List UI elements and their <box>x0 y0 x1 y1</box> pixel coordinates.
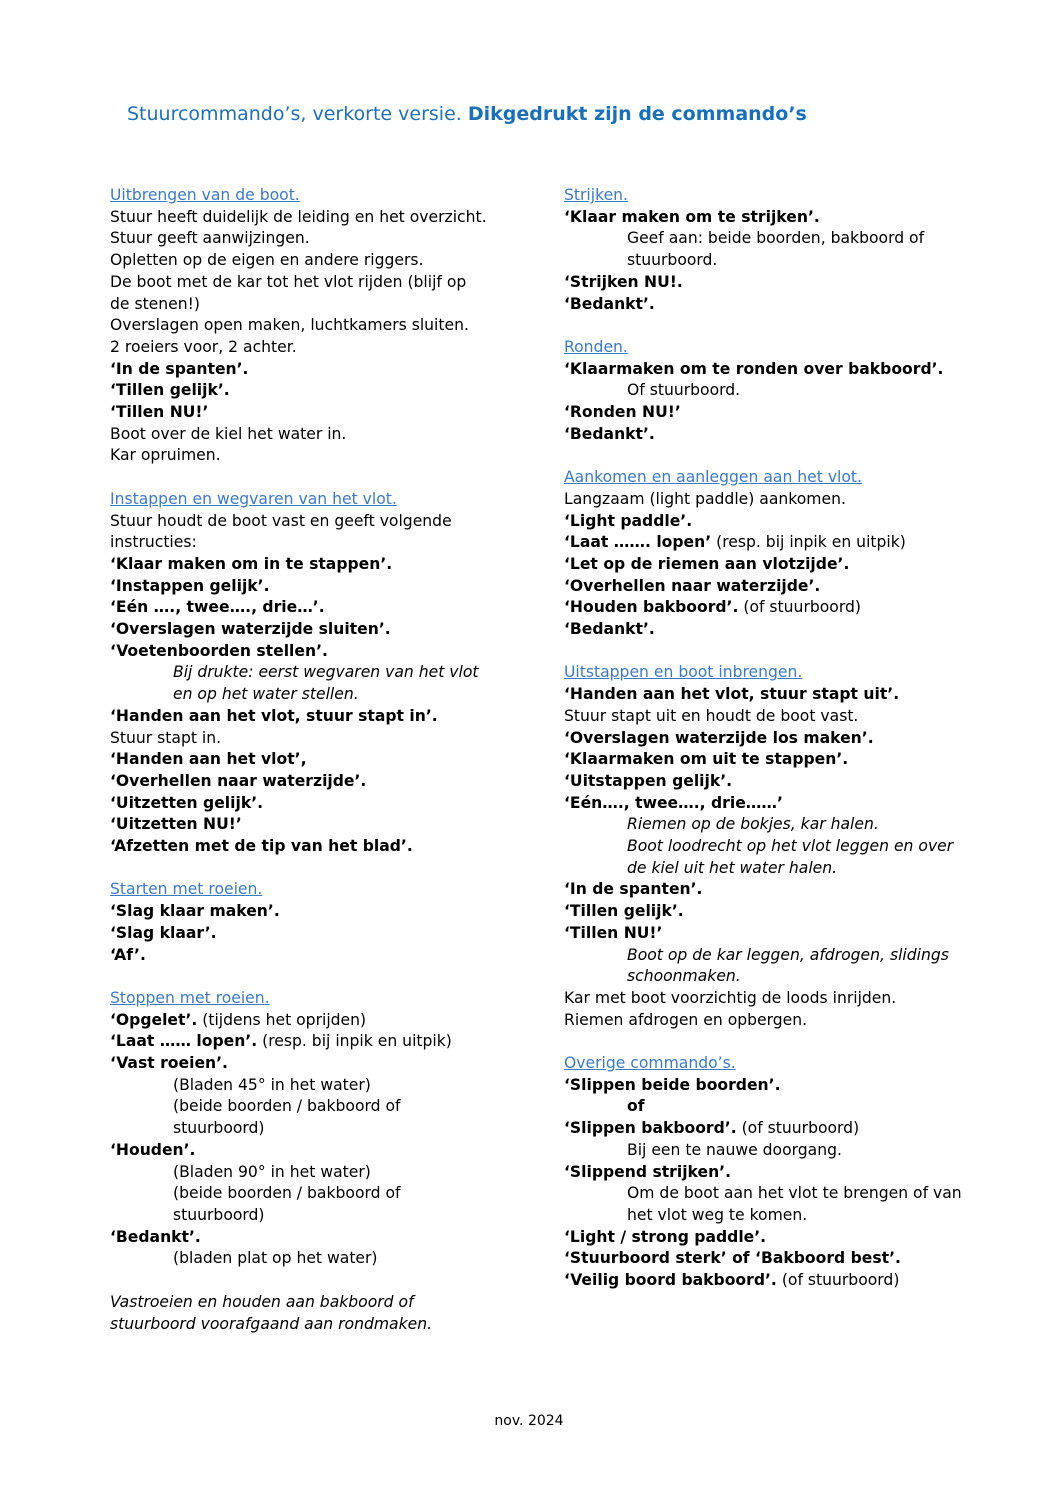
line-text: Geef aan: beide boorden, bakboord of <box>627 229 925 248</box>
command-line <box>564 749 1024 771</box>
line-text: ‘In de spanten’. <box>564 880 703 899</box>
text-line <box>110 207 550 229</box>
line-text: ‘Bedankt’. <box>564 424 655 443</box>
note-line <box>110 1075 550 1097</box>
command-line <box>564 294 1024 316</box>
line-text: Of stuurboord. <box>627 381 741 400</box>
command-line <box>564 554 1024 576</box>
line-text: 2 roeiers voor, 2 achter. <box>110 337 297 356</box>
command-line <box>564 532 1024 554</box>
line-text: stuurboord) <box>173 1206 265 1224</box>
command-line <box>564 901 1024 923</box>
line-text: ‘Handen aan het vlot, stuur stapt uit’. <box>564 685 900 704</box>
line-text: en op het water stellen. <box>173 685 359 704</box>
line-text: Vastroeien en houden aan bakboord of <box>110 1292 414 1311</box>
line-text: instructies: <box>110 533 197 552</box>
command-line <box>564 879 1024 901</box>
command-connector <box>564 1096 1024 1118</box>
line-text: Bij een te nauwe doorgang. <box>627 1140 842 1159</box>
right-column <box>564 185 1024 1292</box>
text-line <box>110 228 550 250</box>
line-text: Riemen afdrogen en opbergen. <box>564 1010 808 1029</box>
note-line <box>110 1205 550 1227</box>
command-line <box>110 836 550 858</box>
line-text: Bij drukte: eerst wegvaren van het vlot <box>173 663 479 682</box>
note-line-italic <box>564 814 1024 836</box>
line-text: ‘Ronden NU!’ <box>564 403 681 422</box>
text-line <box>110 532 550 554</box>
line-text: ‘Uitzetten NU!’ <box>110 815 242 834</box>
line-text: ‘Klaarmaken om uit te stappen’. <box>564 750 849 769</box>
line-remark: (resp. bij inpik en uitpik) <box>257 1032 452 1051</box>
line-text: Overige commando’s. <box>564 1054 736 1073</box>
text-line <box>110 272 550 294</box>
line-text: Opletten op de eigen en andere riggers. <box>110 251 424 270</box>
title-bold: Dikgedrukt zijn de commando’s <box>467 103 807 125</box>
line-text: de stenen!) <box>110 294 200 313</box>
line-text: ‘Handen aan het vlot’, <box>110 750 307 769</box>
line-text: Stuur stapt in. <box>110 728 222 747</box>
spacer <box>564 641 1024 663</box>
note-line-italic <box>564 836 1024 858</box>
text-line <box>564 988 1024 1010</box>
line-text: (beide boorden / bakboord of <box>173 1184 401 1203</box>
line-text: ‘Stuurboord sterk’ of ‘Bakboord best’. <box>564 1249 901 1268</box>
page-title <box>127 103 807 125</box>
line-text: (beide boorden / bakboord of <box>173 1097 401 1116</box>
command-line <box>110 771 550 793</box>
line-text: ‘Klaarmaken om te ronden over bakboord’. <box>564 359 944 378</box>
line-remark: (of stuurboord) <box>736 1119 860 1138</box>
line-text: ‘Slag klaar’. <box>110 923 217 942</box>
line-text: ‘Klaar maken om te strijken’. <box>564 207 820 226</box>
line-text: ‘Voetenboorden stellen’. <box>110 641 328 660</box>
line-text: de kiel uit het water halen. <box>627 858 838 877</box>
line-text: ‘Bedankt’. <box>564 620 655 639</box>
line-text: ‘Slippen beide boorden’. <box>564 1075 781 1094</box>
command-line <box>564 1270 1024 1292</box>
line-text: Ronden. <box>564 337 628 356</box>
text-line <box>564 1010 1024 1032</box>
line-text: ‘Bedankt’. <box>564 294 655 313</box>
line-text: Stuur stapt uit en houdt de boot vast. <box>564 706 859 725</box>
text-line <box>564 489 1024 511</box>
note-line <box>110 1096 550 1118</box>
text-line <box>110 728 550 750</box>
note-line <box>110 1118 550 1140</box>
command-line <box>110 945 550 967</box>
line-text: ‘Houden bakboord’. <box>564 598 739 617</box>
command-line <box>564 771 1024 793</box>
line-text: ‘Klaar maken om in te stappen’. <box>110 554 393 573</box>
line-remark: (tijdens het oprijden) <box>197 1010 367 1029</box>
line-text: Instappen en wegvaren van het vlot. <box>110 489 397 508</box>
command-line <box>564 728 1024 750</box>
line-text: Boot over de kiel het water in. <box>110 424 347 443</box>
line-remark: (of stuurboord) <box>776 1271 900 1290</box>
line-text: Boot loodrecht op het vlot leggen en over <box>627 837 954 856</box>
line-text: ‘Eén…., twee…., drie……’ <box>564 793 783 812</box>
note-line <box>564 250 1024 272</box>
spacer <box>110 467 550 489</box>
note-line-italic <box>564 858 1024 880</box>
command-line <box>110 619 550 641</box>
command-line <box>564 1162 1024 1184</box>
line-text: ‘Uitstappen gelijk’. <box>564 771 733 790</box>
line-text: ‘Slag klaar maken’. <box>110 902 280 921</box>
line-text: ‘Bedankt’. <box>110 1227 201 1246</box>
line-text: ‘Laat ……. lopen’ <box>564 533 712 552</box>
note-line <box>564 380 1024 402</box>
line-text: ‘Eén …., twee…., drie…’. <box>110 598 325 617</box>
text-line <box>110 294 550 316</box>
command-line <box>564 207 1024 229</box>
command-line <box>564 923 1024 945</box>
command-line <box>110 749 550 771</box>
command-line <box>564 619 1024 641</box>
command-line <box>564 402 1024 424</box>
command-line <box>564 272 1024 294</box>
section-heading <box>564 185 1024 207</box>
note-line <box>564 1140 1024 1162</box>
line-remark: (of stuurboord) <box>738 598 861 617</box>
line-text: of <box>627 1097 645 1116</box>
note-line <box>564 228 1024 250</box>
line-text: stuurboord. <box>627 251 718 270</box>
command-line <box>564 793 1024 815</box>
section-heading <box>110 988 550 1010</box>
line-text: ‘Af’. <box>110 945 146 964</box>
title-plain: Stuurcommando’s, verkorte versie. <box>127 103 462 125</box>
line-text: Boot op de kar leggen, afdrogen, slidings <box>627 945 949 964</box>
spacer <box>110 858 550 880</box>
line-text: ‘Tillen NU!’ <box>110 403 209 422</box>
command-line <box>564 1227 1024 1249</box>
section-heading <box>110 489 550 511</box>
line-text: ‘Light paddle’. <box>564 511 693 530</box>
line-text: ‘Strijken NU!. <box>564 272 683 291</box>
note-line <box>110 1248 550 1270</box>
line-text: Stuur houdt de boot vast en geeft volgende <box>110 511 452 530</box>
line-text: ‘Overhellen naar waterzijde’. <box>564 576 821 595</box>
text-line <box>110 337 550 359</box>
command-line <box>564 1118 1024 1140</box>
line-text: (Bladen 45° in het water) <box>173 1075 371 1094</box>
line-text: ‘Opgelet’. <box>110 1010 198 1029</box>
line-text: Starten met roeien. <box>110 880 263 899</box>
text-line <box>110 250 550 272</box>
line-text: ‘Handen aan het vlot, stuur stapt in’. <box>110 706 438 725</box>
line-text: Stuur geeft aanwijzingen. <box>110 229 310 248</box>
section-heading <box>564 1053 1024 1075</box>
command-line <box>110 901 550 923</box>
spacer <box>564 315 1024 337</box>
command-line <box>564 511 1024 533</box>
line-text: Aankomen en aanleggen aan het vlot. <box>564 468 863 487</box>
line-text: ‘Instappen gelijk’. <box>110 576 270 595</box>
command-line <box>110 923 550 945</box>
command-line <box>564 684 1024 706</box>
command-line <box>110 1140 550 1162</box>
line-text: Uitstappen en boot inbrengen. <box>564 663 803 682</box>
command-line <box>110 554 550 576</box>
line-text: ‘Vast roeien’. <box>110 1054 228 1073</box>
command-line <box>564 576 1024 598</box>
text-line <box>110 424 550 446</box>
command-line <box>110 597 550 619</box>
command-line <box>110 1227 550 1249</box>
spacer <box>564 1031 1024 1053</box>
italic-note <box>110 1292 550 1314</box>
line-text: schoonmaken. <box>627 967 741 986</box>
line-text: ‘Light / strong paddle’. <box>564 1227 767 1246</box>
line-text: ‘Afzetten met de tip van het blad’. <box>110 837 413 856</box>
command-line <box>110 814 550 836</box>
command-line <box>110 576 550 598</box>
command-line <box>110 793 550 815</box>
command-line <box>110 380 550 402</box>
line-text: ‘In de spanten’. <box>110 359 249 378</box>
note-line-italic <box>564 945 1024 967</box>
command-line <box>564 597 1024 619</box>
left-column <box>110 185 550 1335</box>
line-remark: (resp. bij inpik en uitpik) <box>711 533 906 552</box>
line-text: ‘Uitzetten gelijk’. <box>110 793 264 812</box>
line-text: Kar opruimen. <box>110 446 221 465</box>
command-line <box>110 1010 550 1032</box>
footer-date: nov. 2024 <box>494 1413 564 1429</box>
command-line <box>110 706 550 728</box>
italic-note <box>110 1314 550 1336</box>
note-line <box>564 1183 1024 1205</box>
line-text: (Bladen 90° in het water) <box>173 1162 371 1181</box>
line-text: Uitbrengen van de boot. <box>110 186 300 204</box>
command-line <box>110 641 550 663</box>
line-text: ‘Slippend strijken’. <box>564 1162 732 1181</box>
command-line <box>564 1248 1024 1270</box>
command-line <box>564 359 1024 381</box>
line-text: Kar met boot voorzichtig de loods inrijden. <box>564 988 897 1007</box>
line-text: ‘Overhellen naar waterzijde’. <box>110 771 367 790</box>
line-text: ‘Veilig boord bakboord’. <box>564 1271 777 1290</box>
command-line <box>564 424 1024 446</box>
line-text: stuurboord voorafgaand aan rondmaken. <box>110 1314 433 1333</box>
line-text: ‘Laat …… lopen’. <box>110 1032 258 1051</box>
line-text: Om de boot aan het vlot te brengen of van <box>627 1184 962 1203</box>
command-line <box>110 359 550 381</box>
line-text: (bladen plat op het water) <box>173 1249 378 1268</box>
text-line <box>564 706 1024 728</box>
note-line <box>564 1205 1024 1227</box>
section-heading <box>110 879 550 901</box>
text-line <box>110 315 550 337</box>
line-text: het vlot weg te komen. <box>627 1205 808 1224</box>
line-text: stuurboord) <box>173 1119 265 1138</box>
command-line <box>110 402 550 424</box>
line-text: ‘Tillen gelijk’. <box>110 381 230 400</box>
note-line <box>110 1183 550 1205</box>
line-text: ‘Tillen gelijk’. <box>564 902 684 921</box>
note-line-italic <box>564 966 1024 988</box>
note-line <box>110 1162 550 1184</box>
command-line <box>110 1053 550 1075</box>
text-line <box>110 445 550 467</box>
section-heading <box>564 337 1024 359</box>
spacer <box>110 1270 550 1292</box>
line-text: ‘Tillen NU!’ <box>564 923 663 942</box>
line-text: ‘Let op de riemen aan vlotzijde’. <box>564 554 850 573</box>
line-text: De boot met de kar tot het vlot rijden (blijf op <box>110 272 467 291</box>
spacer <box>110 966 550 988</box>
note-line-italic <box>110 684 550 706</box>
section-heading <box>110 185 550 207</box>
line-text: ‘Houden’. <box>110 1140 196 1159</box>
note-line-italic <box>110 662 550 684</box>
command-line <box>110 1031 550 1053</box>
command-line <box>564 1075 1024 1097</box>
line-text: Overslagen open maken, luchtkamers sluiten. <box>110 316 469 335</box>
line-text: Strijken. <box>564 186 628 204</box>
line-text: Stoppen met roeien. <box>110 988 270 1007</box>
section-heading <box>564 467 1024 489</box>
line-text: ‘Slippen bakboord’. <box>564 1119 737 1138</box>
line-text: ‘Overslagen waterzijde los maken’. <box>564 728 874 747</box>
line-text: Stuur heeft duidelijk de leiding en het overzicht. <box>110 207 487 226</box>
text-line <box>110 511 550 533</box>
line-text: ‘Overslagen waterzijde sluiten’. <box>110 620 391 639</box>
line-text: Riemen op de bokjes, kar halen. <box>627 815 879 834</box>
line-text: Langzaam (light paddle) aankomen. <box>564 489 846 508</box>
section-heading <box>564 662 1024 684</box>
spacer <box>564 445 1024 467</box>
